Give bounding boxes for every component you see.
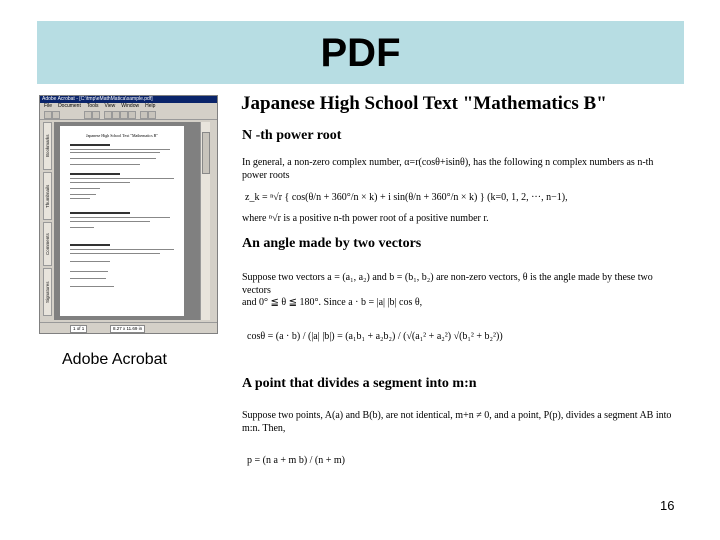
vertical-scrollbar[interactable] bbox=[200, 122, 210, 320]
menu-help[interactable]: Help bbox=[145, 103, 156, 109]
tab-comments[interactable]: Comments bbox=[43, 222, 52, 266]
section-heading-division-point: A point that divides a segment into m:n bbox=[242, 376, 477, 391]
hand-tool-icon[interactable] bbox=[140, 111, 148, 119]
zoom-out-icon[interactable] bbox=[92, 111, 100, 119]
menu-tools[interactable]: Tools bbox=[86, 103, 99, 109]
acrobat-status-bar bbox=[40, 322, 217, 333]
title-bar bbox=[37, 21, 684, 84]
document-title: Japanese High School Text "Mathematics B" bbox=[241, 93, 607, 114]
formula-division-point: p = (n a + m b) / (n + m) bbox=[247, 455, 346, 466]
page-number: 16 bbox=[660, 498, 675, 513]
menu-window[interactable]: Window bbox=[121, 103, 140, 109]
acrobat-toolbar bbox=[40, 109, 217, 120]
tab-signatures[interactable]: Signatures bbox=[43, 268, 52, 316]
menu-file[interactable]: File bbox=[44, 103, 53, 109]
tab-thumbnails[interactable]: Thumbnails bbox=[43, 172, 52, 220]
page-size: 8.27 x 11.69 in bbox=[110, 325, 145, 333]
section-paragraph-division-point: Suppose two points, A(a) and B(b), are not identical, m+n ≠ 0, and a point, P(p), divides a segment AB into m:n. Then, bbox=[242, 410, 672, 434]
acrobat-title-bar: Adobe Acrobat - [C:\tmp\eMathMatica\sample.pdf] bbox=[40, 96, 217, 103]
section-heading-nth-root: N -th power root bbox=[242, 128, 342, 143]
print-icon[interactable] bbox=[52, 111, 60, 119]
tab-bookmarks[interactable]: Bookmarks bbox=[43, 122, 52, 170]
formula-nth-root: z_k = ⁿ√r { cos(θ/n + 360°/n × k) + i sin(θ/n + 360°/n × k) } (k=0, 1, 2, ···, n−1), bbox=[245, 192, 568, 203]
text-select-icon[interactable] bbox=[148, 111, 156, 119]
first-page-icon[interactable] bbox=[104, 111, 112, 119]
section-paragraph-nth-root: In general, a non-zero complex number, α=r(cosθ+isinθ), has the following n complex numbers as n-th power roots bbox=[242, 157, 654, 181]
section-paragraph-vector-angle: Suppose two vectors a = (a₁, a₂) and b = (b₁, b₂) are non-zero vectors, θ is the angle made by these two vectors bbox=[242, 272, 653, 296]
formula-vector-angle: cosθ = (a · b) / (|a| |b|) = (a₁b₁ + a₂b₂) / (√(a₁² + a₂²) √(b₁² + b₂²)) bbox=[247, 331, 503, 342]
acrobat-side-tabs bbox=[43, 122, 52, 320]
condition-vector-angle: and 0° ≦ θ ≦ 180°. Since a · b = |a| |b| cos θ, bbox=[242, 297, 423, 308]
last-page-icon[interactable] bbox=[128, 111, 136, 119]
open-icon[interactable] bbox=[44, 111, 52, 119]
note-nth-root: where ⁿ√r is a positive n-th power root of a positive number r. bbox=[242, 213, 489, 224]
preview-heading: Japanese High School Text "Mathematics B" bbox=[86, 133, 158, 138]
menu-document[interactable]: Document bbox=[58, 103, 81, 109]
acrobat-document-view[interactable] bbox=[54, 122, 200, 320]
menu-view[interactable]: View bbox=[104, 103, 116, 109]
prev-page-icon[interactable] bbox=[112, 111, 120, 119]
scrollbar-thumb[interactable] bbox=[202, 132, 210, 174]
next-page-icon[interactable] bbox=[120, 111, 128, 119]
slide-title: PDF bbox=[320, 31, 401, 75]
acrobat-window-screenshot bbox=[39, 95, 218, 334]
caption: Adobe Acrobat bbox=[62, 351, 167, 368]
acrobat-page-preview bbox=[60, 126, 184, 316]
section-heading-vector-angle: An angle made by two vectors bbox=[242, 236, 422, 251]
page-status[interactable]: 1 of 1 bbox=[70, 325, 87, 333]
zoom-in-icon[interactable] bbox=[84, 111, 92, 119]
